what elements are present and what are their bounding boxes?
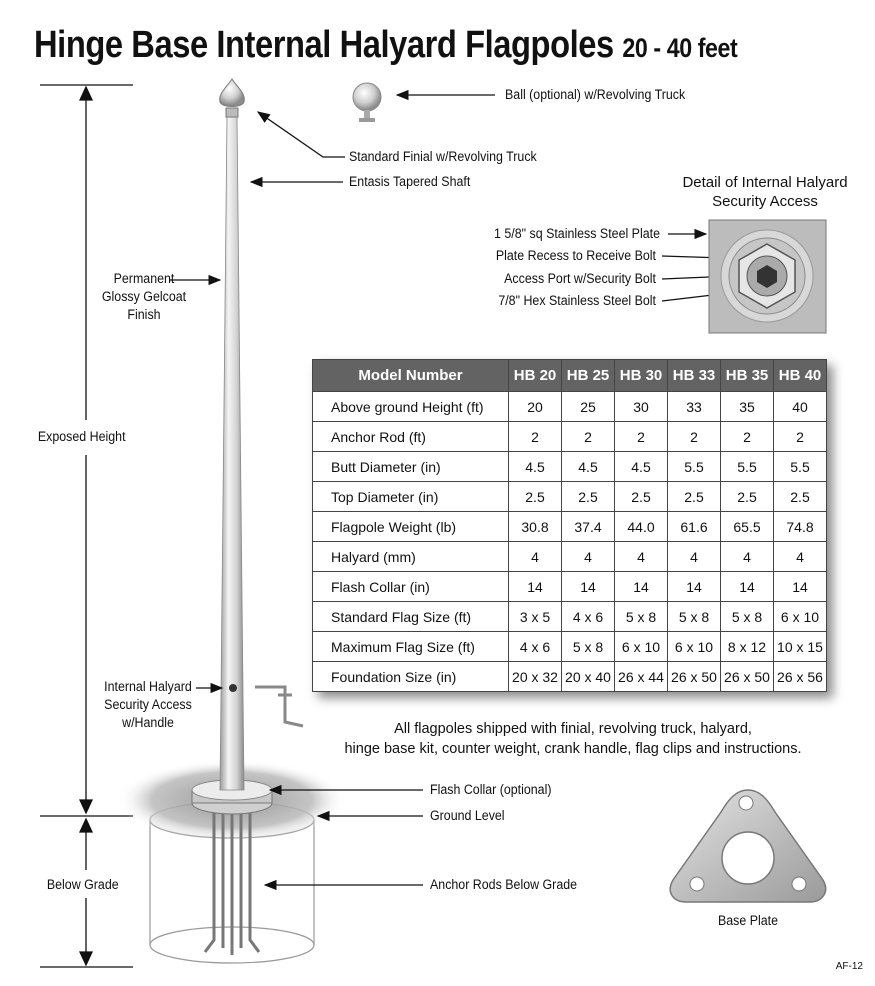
header-model: HB 33 (668, 360, 721, 392)
table-cell: 61.6 (668, 512, 721, 542)
table-cell: 4 (615, 542, 668, 572)
table-row (313, 602, 827, 632)
table-row (313, 452, 827, 482)
row-label: Maximum Flag Size (ft) (313, 632, 509, 662)
table-body (313, 392, 827, 692)
row-label: Top Diameter (in) (313, 482, 509, 512)
table-cell: 5 x 8 (721, 602, 774, 632)
table-cell: 5 x 8 (668, 602, 721, 632)
table-cell: 6 x 10 (615, 632, 668, 662)
table-cell: 20 x 32 (509, 662, 562, 692)
crank-handle (255, 687, 303, 726)
optional-ball (353, 83, 381, 122)
page-title (34, 24, 737, 67)
table-cell: 8 x 12 (721, 632, 774, 662)
row-label: Butt Diameter (in) (313, 452, 509, 482)
row-label: Foundation Size (in) (313, 662, 509, 692)
table-cell: 6 x 10 (774, 602, 827, 632)
table-cell: 14 (562, 572, 615, 602)
table-cell: 40 (774, 392, 827, 422)
table-cell: 20 x 40 (562, 662, 615, 692)
table-cell: 4.5 (615, 452, 668, 482)
table-cell: 74.8 (774, 512, 827, 542)
table-cell: 2.5 (774, 482, 827, 512)
table-cell: 26 x 56 (774, 662, 827, 692)
table-cell: 25 (562, 392, 615, 422)
table-cell: 4 (668, 542, 721, 572)
table-cell: 14 (509, 572, 562, 602)
detail-title: Detail of Internal Halyard Security Access (682, 174, 848, 210)
table-cell: 2 (668, 422, 721, 452)
table-cell: 4.5 (509, 452, 562, 482)
title-range: 20 - 40 feet (622, 33, 738, 63)
table-cell: 33 (668, 392, 721, 422)
table-row (313, 482, 827, 512)
detail-label-recess: Plate Recess to Receive Bolt (495, 248, 656, 263)
table-cell: 4 (509, 542, 562, 572)
table-cell: 2.5 (721, 482, 774, 512)
table-cell: 35 (721, 392, 774, 422)
header-model: HB 25 (562, 360, 615, 392)
table-cell: 5 x 8 (562, 632, 615, 662)
title-main: Hinge Base Internal Halyard Flagpoles (34, 24, 614, 66)
table-row (313, 662, 827, 692)
table-cell: 4.5 (562, 452, 615, 482)
anchor-rods (205, 805, 259, 955)
table-cell: 2 (562, 422, 615, 452)
table-cell: 4 (774, 542, 827, 572)
table-cell: 4 (562, 542, 615, 572)
row-label: Standard Flag Size (ft) (313, 602, 509, 632)
table-cell: 65.5 (721, 512, 774, 542)
base-plate-drawing (670, 790, 825, 902)
table-cell: 2 (774, 422, 827, 452)
table-cell: 26 x 50 (668, 662, 721, 692)
shipping-note: All flagpoles shipped with finial, revolving truck, halyard, hinge base kit, counter weight, crank handle, flag clips and instructions. (344, 721, 802, 757)
table-cell: 5 x 8 (615, 602, 668, 632)
table-cell: 44.0 (615, 512, 668, 542)
table-cell: 3 x 5 (509, 602, 562, 632)
table-cell: 10 x 15 (774, 632, 827, 662)
label-below-grade: Below Grade (46, 877, 119, 892)
header-model: HB 35 (721, 360, 774, 392)
table-cell: 2 (615, 422, 668, 452)
table-cell: 4 x 6 (562, 602, 615, 632)
table-cell: 26 x 50 (721, 662, 774, 692)
table-cell: 5.5 (721, 452, 774, 482)
detail-label-access-port: Access Port w/Security Bolt (504, 271, 656, 286)
table-cell: 2.5 (615, 482, 668, 512)
label-anchor-rods: Anchor Rods Below Grade (430, 877, 578, 892)
specs-table (312, 359, 827, 692)
security-access-detail (709, 220, 826, 333)
table-cell: 30 (615, 392, 668, 422)
table-cell: 14 (774, 572, 827, 602)
table-cell: 2.5 (562, 482, 615, 512)
label-flash-collar: Flash Collar (optional) (430, 782, 552, 797)
detail-label-plate: 1 5/8" sq Stainless Steel Plate (494, 226, 660, 241)
table-cell: 37.4 (562, 512, 615, 542)
table-cell: 2.5 (668, 482, 721, 512)
table-cell: 20 (509, 392, 562, 422)
row-label: Halyard (mm) (313, 542, 509, 572)
label-finial: Standard Finial w/Revolving Truck (349, 149, 537, 164)
detail-label-hex-bolt: 7/8" Hex Stainless Steel Bolt (498, 293, 656, 308)
table-row (313, 392, 827, 422)
label-exposed-height: Exposed Height (37, 429, 126, 444)
table-cell: 14 (615, 572, 668, 602)
table-header-row (313, 360, 827, 392)
row-label: Flash Collar (in) (313, 572, 509, 602)
table-cell: 30.8 (509, 512, 562, 542)
header-model-number: Model Number (313, 360, 509, 392)
header-model: HB 30 (615, 360, 668, 392)
label-shaft: Entasis Tapered Shaft (349, 174, 471, 189)
table-row (313, 542, 827, 572)
access-port (229, 684, 237, 692)
table-row (313, 572, 827, 602)
label-ball: Ball (optional) w/Revolving Truck (505, 87, 686, 102)
page-code: AF-12 (835, 961, 863, 972)
row-label: Anchor Rod (ft) (313, 422, 509, 452)
table-cell: 26 x 44 (615, 662, 668, 692)
table-cell: 6 x 10 (668, 632, 721, 662)
table-row (313, 632, 827, 662)
header-model: HB 40 (774, 360, 827, 392)
table-cell: 5.5 (668, 452, 721, 482)
table-cell: 5.5 (774, 452, 827, 482)
label-halyard-access: Internal Halyard Security Access w/Handle (104, 679, 192, 730)
table-cell: 2 (509, 422, 562, 452)
label-ground-level: Ground Level (430, 808, 505, 823)
table-cell: 4 x 6 (509, 632, 562, 662)
row-label: Flagpole Weight (lb) (313, 512, 509, 542)
table-cell: 4 (721, 542, 774, 572)
dimension-lines (40, 85, 133, 967)
label-base-plate: Base Plate (717, 913, 779, 928)
table-cell: 14 (668, 572, 721, 602)
table-row (313, 512, 827, 542)
row-label: Above ground Height (ft) (313, 392, 509, 422)
label-finish: Permanent Glossy Gelcoat Finish (101, 271, 187, 322)
header-model: HB 20 (509, 360, 562, 392)
table-cell: 2 (721, 422, 774, 452)
table-cell: 2.5 (509, 482, 562, 512)
table-row (313, 422, 827, 452)
finial (220, 79, 245, 117)
table-cell: 14 (721, 572, 774, 602)
